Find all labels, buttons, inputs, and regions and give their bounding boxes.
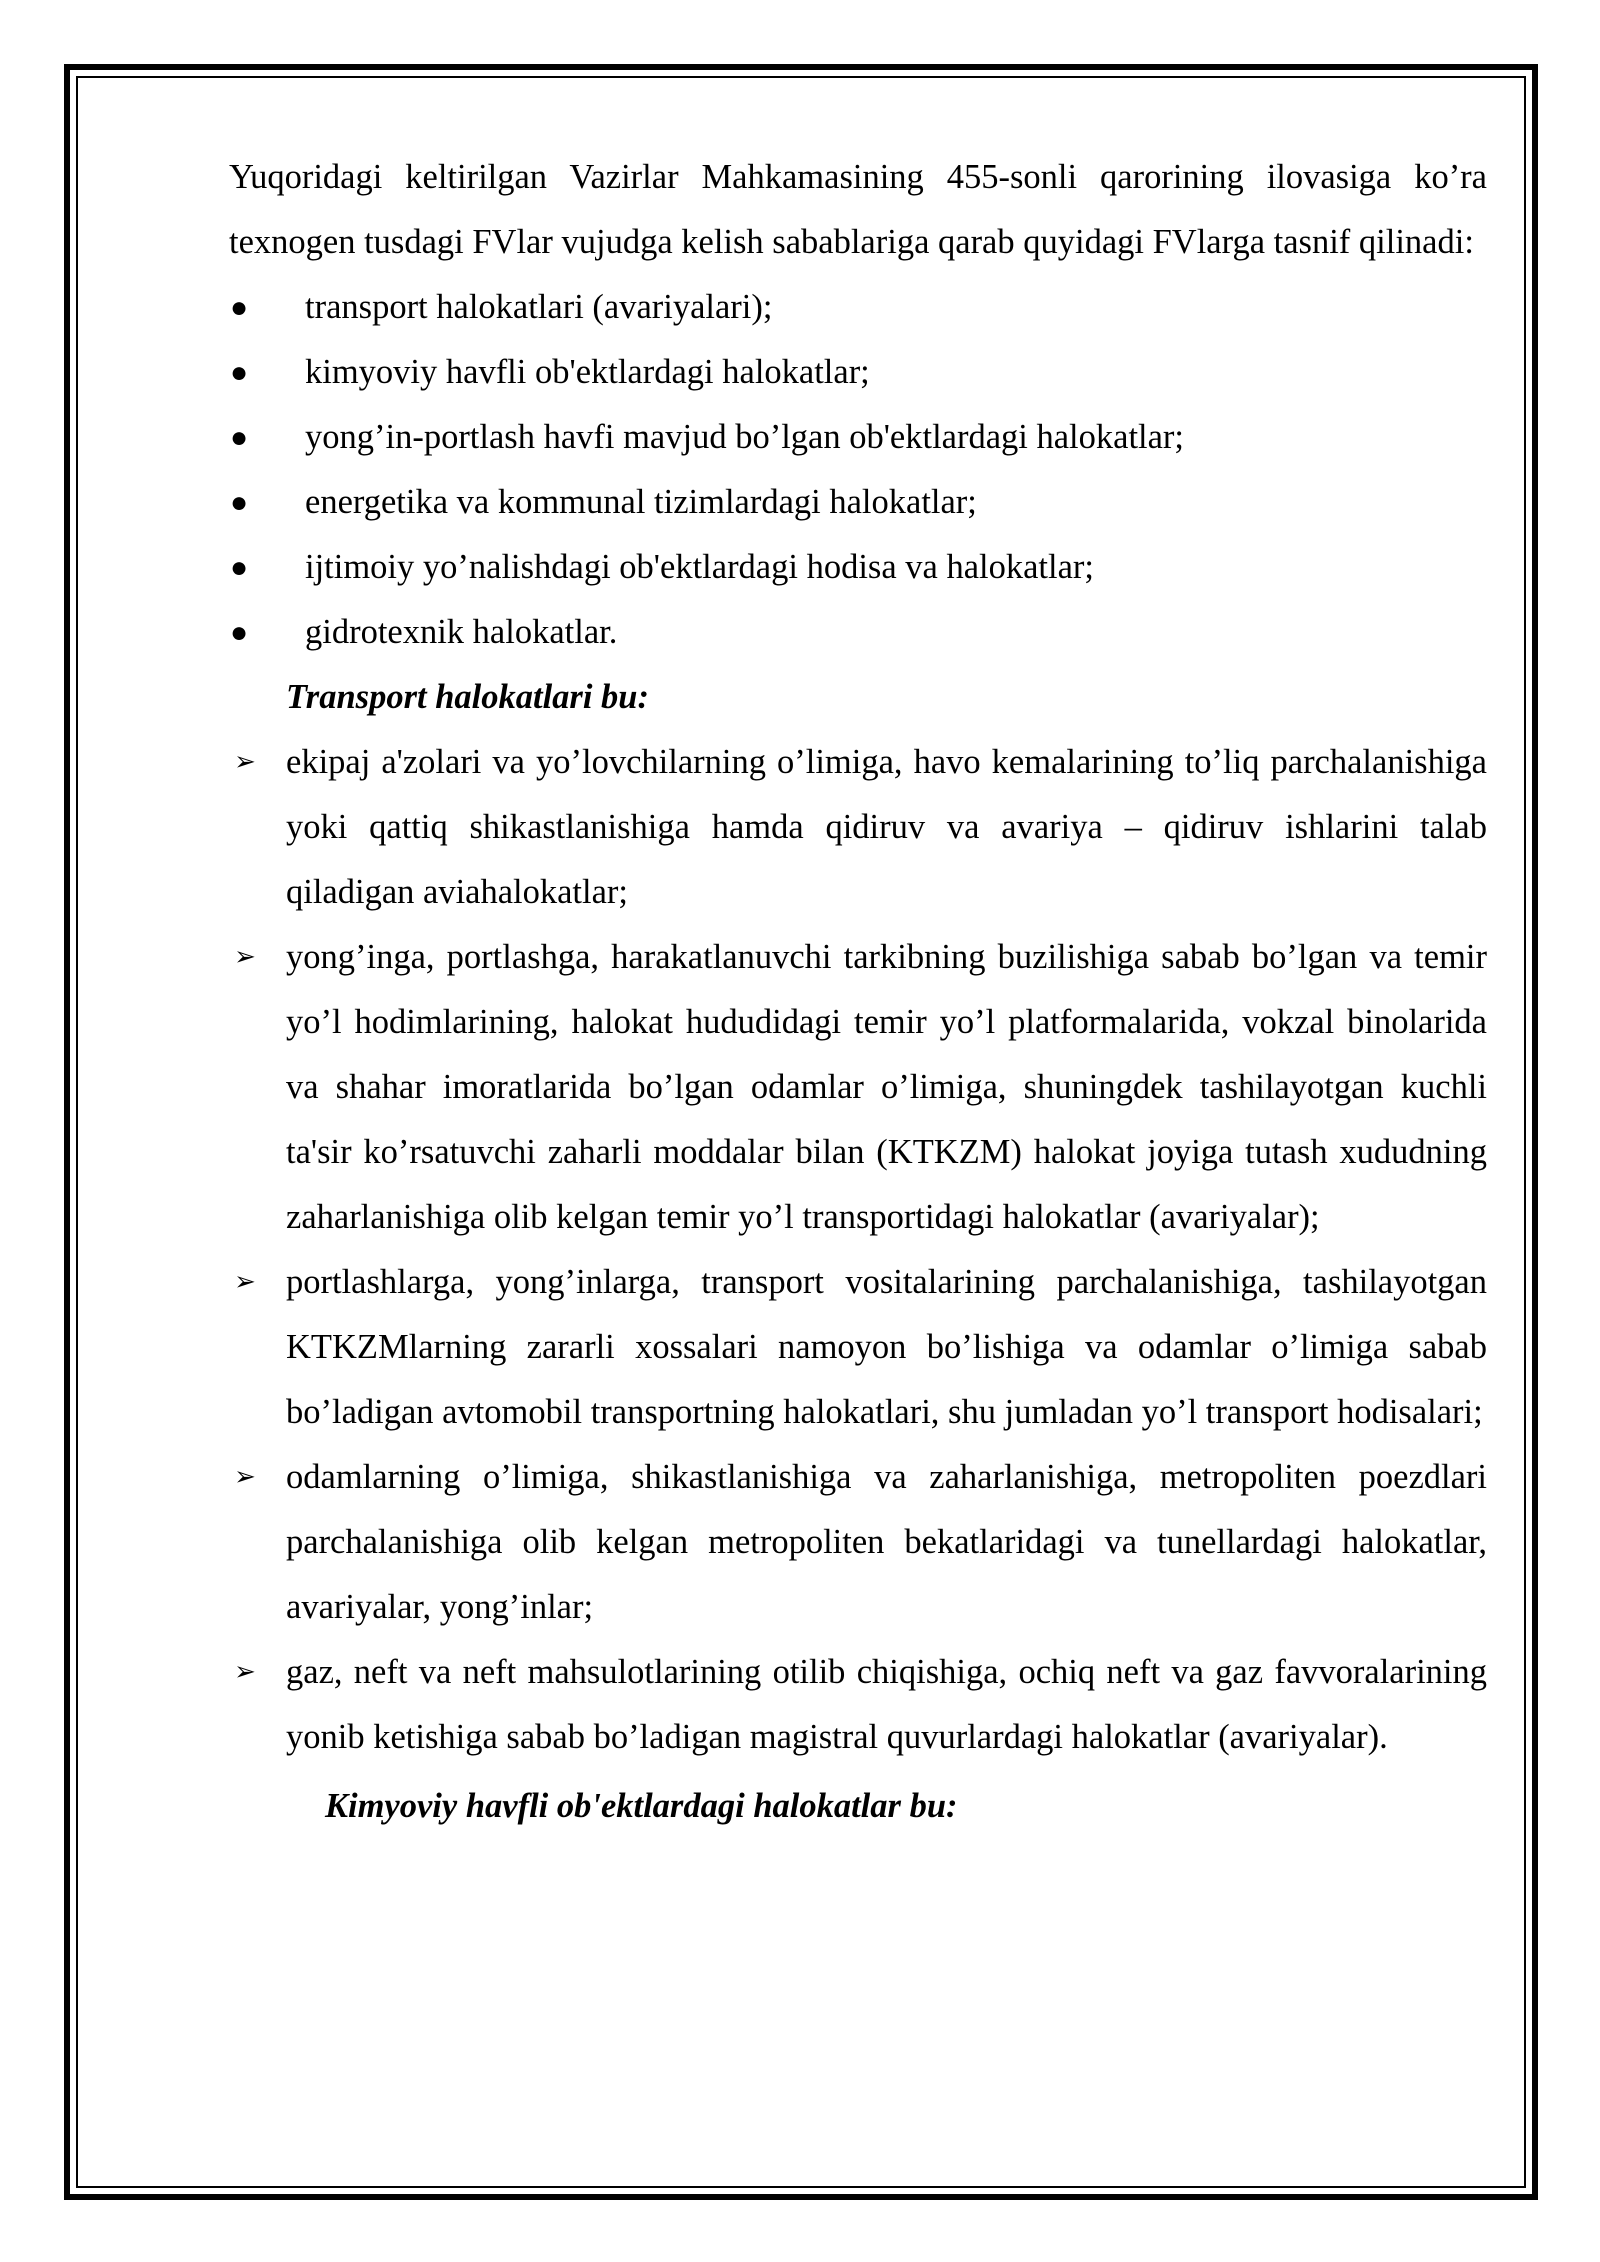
bullet-icon: ● (229, 616, 249, 649)
list-item: ● gidrotexnik halokatlar. (229, 600, 1487, 665)
arrow-bullet-icon: ➢ (234, 747, 256, 777)
list-item: ● yong’in-portlash havfi mavjud bo’lgan ob'ektlardagi halokatlar; (229, 405, 1487, 470)
bullet-icon: ● (229, 356, 249, 389)
hazard-type-list (229, 275, 1487, 665)
arrow-bullet-icon: ➢ (234, 1657, 256, 1687)
arrow-bullet-icon: ➢ (234, 942, 256, 972)
list-item: ● transport halokatlari (avariyalari); (229, 275, 1487, 340)
bullet-icon: ● (229, 291, 249, 324)
list-item: ● energetika va kommunal tizimlardagi halokatlar; (229, 470, 1487, 535)
section-heading-transport: Transport halokatlari bu: (286, 678, 649, 716)
transport-list (229, 730, 1487, 1770)
list-item: ● ijtimoiy yo’nalishdagi ob'ektlardagi hodisa va halokatlar; (229, 535, 1487, 600)
intro-paragraph: Yuqoridagi keltirilgan Vazirlar Mahkamasining 455-sonli qarorining ilovasiga ko’ra texnogen tusdagi FVlar vujudga kelish sabablariga qarab quyidagi FVlarga tasnif qilinadi: (229, 158, 1487, 261)
list-item: ➢ odamlarning o’limiga, shikastlanishiga va zaharlanishiga, metropoliten poezdlari parchalanishiga olib kelgan metropoliten bekatlaridagi va tunellardagi halokatlar, avariyalar, yong’inlar; (229, 1445, 1487, 1640)
section-heading-chemical: Kimyoviy havfli ob'ektlardagi halokatlar bu: (325, 1787, 958, 1825)
arrow-bullet-icon: ➢ (234, 1462, 256, 1492)
arrow-bullet-icon: ➢ (234, 1267, 256, 1297)
list-item: ➢ ekipaj a'zolari va yo’lovchilarning o’limiga, havo kemalarining to’liq parchalanishiga yoki qattiq shikastlanishiga hamda qidiruv va avariya – qidiruv ishlarini talab qiladigan aviahalokatlar; (229, 730, 1487, 925)
document-body (229, 145, 1487, 1839)
list-item: ● kimyoviy havfli ob'ektlardagi halokatlar; (229, 340, 1487, 405)
bullet-icon: ● (229, 421, 249, 454)
bullet-icon: ● (229, 486, 249, 519)
bullet-icon: ● (229, 551, 249, 584)
list-item: ➢ gaz, neft va neft mahsulotlarining otilib chiqishiga, ochiq neft va gaz favvoralarining yonib ketishiga sabab bo’ladigan magistral quvurlardagi halokatlar (avariyalar). (229, 1640, 1487, 1770)
list-item: ➢ portlashlarga, yong’inlarga, transport vositalarining parchalanishiga, tashilayotgan KTKZMlarning zararli xossalari namoyon bo’lishiga va odamlar o’limiga sabab bo’ladigan avtomobil transportning halokatlari, shu jumladan yo’l transport hodisalari; (229, 1250, 1487, 1445)
list-item: ➢ yong’inga, portlashga, harakatlanuvchi tarkibning buzilishiga sabab bo’lgan va temir yo’l hodimlarining, halokat hududidagi temir yo’l platformalarida, vokzal binolarida va shahar imoratlarida bo’lgan odamlar o’limiga, shuningdek tashilayotgan kuchli ta'sir ko’rsatuvchi zaharli moddalar bilan (KTKZM) halokat joyiga tutash xududning zaharlanishiga olib kelgan temir yo’l transportidagi halokatlar (avariyalar); (229, 925, 1487, 1250)
